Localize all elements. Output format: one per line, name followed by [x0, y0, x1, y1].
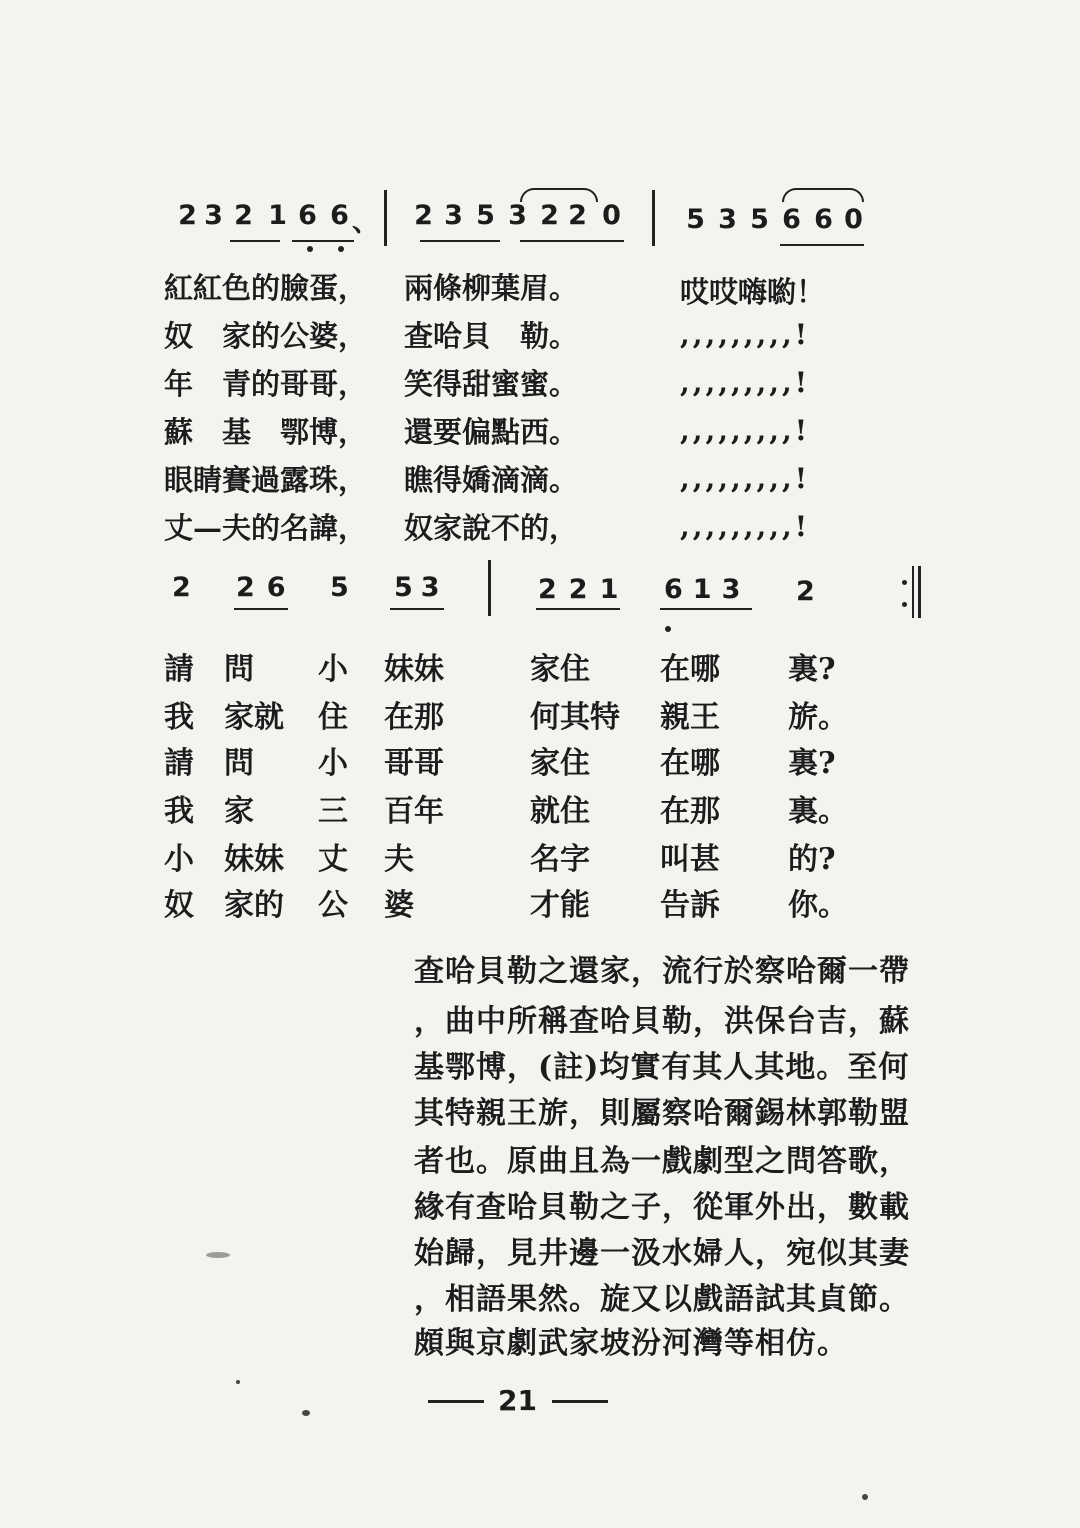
prose-line: ，相語果然。旋又以戲語試其貞節。	[414, 1282, 910, 1317]
prose-line: 始歸，見井邊一汲水婦人，宛似其妻	[414, 1236, 910, 1271]
verse2-cell: 裏?	[788, 746, 836, 781]
note: 2	[178, 200, 198, 231]
note: 6	[298, 200, 318, 231]
paper-speck	[236, 1380, 240, 1384]
verse2-cell: 就住	[530, 794, 590, 829]
slur	[782, 188, 864, 202]
verse2-cell: 我	[164, 794, 194, 829]
verse-line-a: 奴 家的公婆，	[164, 319, 368, 353]
verse2-cell: 小	[318, 652, 348, 687]
verse-line-b: 還要偏點西。	[404, 415, 579, 449]
verse2-cell: 問	[224, 652, 254, 687]
verse2-cell: 何其特	[530, 700, 620, 735]
underline	[420, 240, 500, 242]
note: 、	[352, 207, 380, 238]
note: 5	[330, 572, 350, 603]
underline	[230, 240, 280, 242]
verse2-cell: 裏?	[788, 652, 836, 687]
verse-line-c: ,,,,,,,,,!	[680, 366, 811, 399]
prose-line: 者也。原曲且為一戲劇型之問答歌，	[414, 1144, 910, 1179]
verse2-cell: 親王	[660, 700, 720, 735]
note: 5	[686, 204, 706, 235]
paper-speck	[862, 1494, 868, 1500]
verse2-cell: 你。	[788, 888, 848, 923]
verse-line-c: ,,,,,,,,,!	[680, 510, 811, 543]
verse2-cell: 才能	[530, 888, 590, 923]
low-octave-dot	[665, 626, 671, 632]
verse2-cell: 丈	[318, 842, 348, 877]
prose-line: 基鄂博，(註)均實有其人其地。至何	[414, 1050, 910, 1085]
verse2-cell: 奴	[164, 888, 194, 923]
paper-speck	[206, 1252, 230, 1258]
verse2-cell: 妹妹	[384, 652, 444, 687]
verse-line-c: 哎哎嗨喲！	[680, 275, 826, 309]
verse-line-c: ,,,,,,,,,!	[680, 414, 811, 447]
underline	[536, 608, 620, 610]
paper-speck	[302, 1410, 310, 1416]
note: 1	[268, 200, 288, 231]
underline	[390, 608, 444, 610]
note: 53	[394, 572, 448, 603]
verse2-cell: 在那	[660, 794, 720, 829]
verse2-cell: 旂。	[788, 700, 848, 735]
low-octave-dot	[307, 246, 313, 252]
underline	[660, 608, 752, 610]
note: 613	[664, 574, 751, 605]
note: 26	[236, 572, 298, 603]
verse2-cell: 的?	[788, 842, 836, 877]
low-octave-dot	[338, 246, 344, 252]
verse2-cell: 問	[224, 746, 254, 781]
dash-right	[552, 1400, 608, 1403]
note: 3	[204, 200, 224, 231]
note: 2	[414, 200, 434, 231]
verse-line-b: 兩條柳葉眉。	[404, 271, 579, 305]
verse2-cell: 小	[318, 746, 348, 781]
verse-line-b: 奴家說不的，	[404, 511, 579, 545]
prose-line: 緣有查哈貝勒之子，從軍外出，數載	[414, 1190, 910, 1225]
prose-line: 其特親王旂，則屬察哈爾錫林郭勒盟	[414, 1096, 910, 1131]
verse2-cell: 哥哥	[384, 746, 444, 781]
verse-line-c: ,,,,,,,,,!	[680, 318, 811, 351]
verse-line-a: 紅紅色的臉蛋，	[164, 271, 368, 305]
verse-line-a: 年 青的哥哥，	[164, 367, 368, 401]
verse-line-b: 查哈貝 勒。	[404, 319, 579, 353]
note: 6	[330, 200, 350, 231]
bar-line	[652, 190, 655, 246]
verse2-cell: 在那	[384, 700, 444, 735]
verse2-cell: 家	[224, 794, 254, 829]
verse2-cell: 在哪	[660, 746, 720, 781]
verse2-cell: 小	[164, 842, 194, 877]
verse-line-b: 瞧得嬌滴滴。	[404, 463, 579, 497]
verse2-cell: 我	[164, 700, 194, 735]
verse2-cell: 家住	[530, 652, 590, 687]
verse2-cell: 請	[164, 746, 194, 781]
prose-line: ，曲中所稱查哈貝勒，洪保台吉，蘇	[414, 1004, 910, 1039]
verse2-cell: 在哪	[660, 652, 720, 687]
prose-line: 頗與京劇武家坡汾河灣等相仿。	[414, 1326, 848, 1361]
note: 2	[540, 200, 560, 231]
note: 2	[234, 200, 254, 231]
verse2-cell: 家住	[530, 746, 590, 781]
underline	[292, 240, 354, 242]
verse2-cell: 叫甚	[660, 842, 720, 877]
note: 3	[508, 200, 528, 231]
verse-line-a: 蘇 基 鄂博，	[164, 415, 368, 449]
verse2-cell: 婆	[384, 888, 414, 923]
repeat-dot	[902, 580, 907, 585]
underline	[780, 244, 864, 246]
page-number: 21	[498, 1384, 537, 1417]
note: 3	[444, 200, 464, 231]
note: 5	[750, 204, 770, 235]
verse2-cell: 妹妹	[224, 842, 284, 877]
verse2-cell: 家的	[224, 888, 284, 923]
note: 2	[568, 200, 588, 231]
slur	[520, 188, 598, 202]
note: 5	[476, 200, 496, 231]
verse2-cell: 家就	[224, 700, 284, 735]
underline	[520, 240, 624, 242]
note: 6	[814, 204, 834, 235]
verse2-cell: 公	[318, 888, 348, 923]
repeat-bar-line	[918, 566, 921, 618]
note: 6	[782, 204, 802, 235]
verse-line-a: 丈—夫的名諱，	[164, 511, 368, 545]
note: 0	[602, 200, 622, 231]
verse2-cell: 夫	[384, 842, 414, 877]
verse2-cell: 請	[164, 652, 194, 687]
dash-left	[428, 1400, 484, 1403]
prose-line: 查哈貝勒之還家，流行於察哈爾一帶	[414, 954, 910, 989]
note: 0	[844, 204, 864, 235]
verse2-cell: 名字	[530, 842, 590, 877]
underline	[234, 608, 288, 610]
note: 3	[718, 204, 738, 235]
bar-line	[488, 560, 491, 616]
verse2-cell: 告訴	[660, 888, 720, 923]
note: 221	[538, 574, 631, 605]
note: 2	[796, 576, 816, 607]
repeat-bar-line	[912, 566, 914, 618]
verse2-cell: 百年	[384, 794, 444, 829]
note: 2	[172, 572, 192, 603]
verse2-cell: 三	[318, 794, 348, 829]
verse-line-c: ,,,,,,,,,!	[680, 462, 811, 495]
bar-line	[384, 190, 387, 246]
verse-line-a: 眼睛賽過露珠，	[164, 463, 368, 497]
verse-line-b: 笑得甜蜜蜜。	[404, 367, 579, 401]
verse2-cell: 住	[318, 700, 348, 735]
verse2-cell: 裏。	[788, 794, 848, 829]
repeat-dot	[902, 602, 907, 607]
